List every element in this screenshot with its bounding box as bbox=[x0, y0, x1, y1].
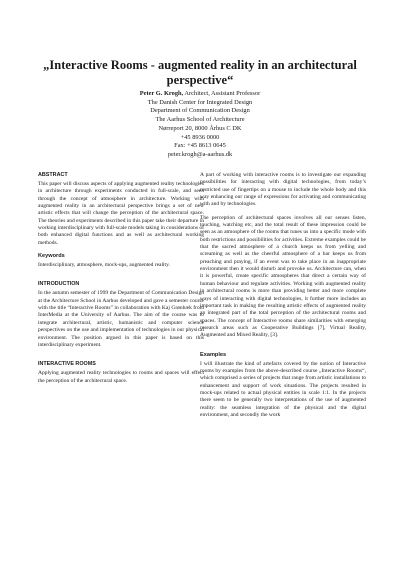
abstract-heading: ABSTRACT bbox=[38, 172, 68, 178]
body-paragraph: The perception of architectural spaces involves all our senses listen, touching, watching etc, and the total result of these impression could be seen as an atmosphere of the rooms that tunes us into a specific mode with both restrictions and possibilities for activities. Extreme examples could be that the sacred atmosphere of a church keeps us from yelling and screaming as well as the cheerful atmosphere of a bar keeps us from preaching and praying, if an event was to take place in an inappropriate environment then it would disturb and provoke us. Architecture can, when it is powerful, create specific atmospheres that direct a certain way of human behaviour and regulate activities. Working with augmented reality in architectural rooms is more than providing better and more complete ways of interacting with digital technologies, it further more includes an important task in making the resulting artistic effects of augmented reality an integrated part of the total perception of the architectural rooms and spaces. The concept of Interactive rooms share similarities with emerging research areas such as Cooperative Buildings [7], Virtual Reality, Augmented and Mixed Reality, [3]. bbox=[200, 214, 366, 339]
paper-title: „Interactive Rooms - augmented reality in an architectural perspective“ bbox=[43, 58, 357, 87]
introduction-heading: INTRODUCTION bbox=[38, 281, 80, 288]
author-name: Peter G. Krogh, bbox=[139, 90, 184, 97]
keywords-text: Interdisciplinary, atmosphere, mock-ups, augmented reality. bbox=[38, 262, 170, 269]
author-role: Architect, Assistant Professor bbox=[183, 90, 261, 97]
examples-heading: Examples bbox=[200, 351, 227, 358]
author-address: Nørreport 20, 8000 Århus C DK bbox=[158, 124, 242, 132]
abstract-text: This paper will discuss aspects of applying augmented reality technologies in architecture through experiments conducted in full-scale, and seen through the concept of atmosphere in architecture. Working with augmented reality in an architectural perspective brings a set of new artistic effects that will change the perception of the architectural space. The theories and experiments described in this paper take their departure in working interdisciplinary with full-scale models taking in considerations of both enhanced digital functions and as well as architectural working methods. bbox=[38, 181, 204, 246]
body-paragraph: A part of working with interactive rooms is to investigate our expanding possibilities for interacting with digital technologies, from today’s restricted use of fingertips on a mouse to include the whole body and this way enhancing our range of expressions for activating and communicating with and by technologies. bbox=[200, 172, 366, 208]
interactive-rooms-heading: INTERACTIVE ROOMS bbox=[38, 361, 96, 368]
author-department: Department of Communication Design bbox=[150, 107, 250, 115]
right-column bbox=[200, 172, 366, 425]
author-email: peter.krogh@a-aarhus.dk bbox=[167, 150, 233, 158]
author-school: The Aarhus School of Architecture bbox=[155, 116, 245, 124]
author-affiliation: The Danish Center for Integrated Design bbox=[147, 98, 253, 106]
keywords-heading: Keywords bbox=[38, 253, 65, 260]
examples-text: I will illustrate the kind of artefacts covered by the notion of Interactive rooms by examples from the above-described course „Interactive Rooms“, which comprised a series of projects that range from artistic installations to enhancement and support of work situations. The projects resulted in mock-ups related to actual physical entities in scale 1:1. In the projects there seem to be generally two interpretations of the use of augmented reality: the seamless integration of the physical and the digital environment, and secondly the work bbox=[200, 360, 366, 418]
interactive-rooms-text: Applying augmented reality technologies to rooms and spaces will effect the perception of the architectural space. bbox=[38, 370, 204, 384]
left-column bbox=[38, 172, 204, 391]
author-block bbox=[60, 90, 340, 160]
author-line bbox=[60, 90, 340, 99]
introduction-text: In the autumn semester of 1999 the Department of Communication Design at the Architecture School in Aarhus developed and gave a semester course with the title “Interactive Rooms” in collaboration with Kaj Grønbæk from InterMedia at the University of Aarhus. The aim of the course was to integrate architectural, artistic, humanistic and computer science perspectives on the use and implementation of technologies in our physical environment. The position argued in this paper is based on this interdisciplinary experiment. bbox=[38, 290, 204, 348]
author-phone: +45 8936 0000 bbox=[180, 133, 220, 141]
author-fax: Fax: +45 8613 0645 bbox=[174, 142, 226, 150]
